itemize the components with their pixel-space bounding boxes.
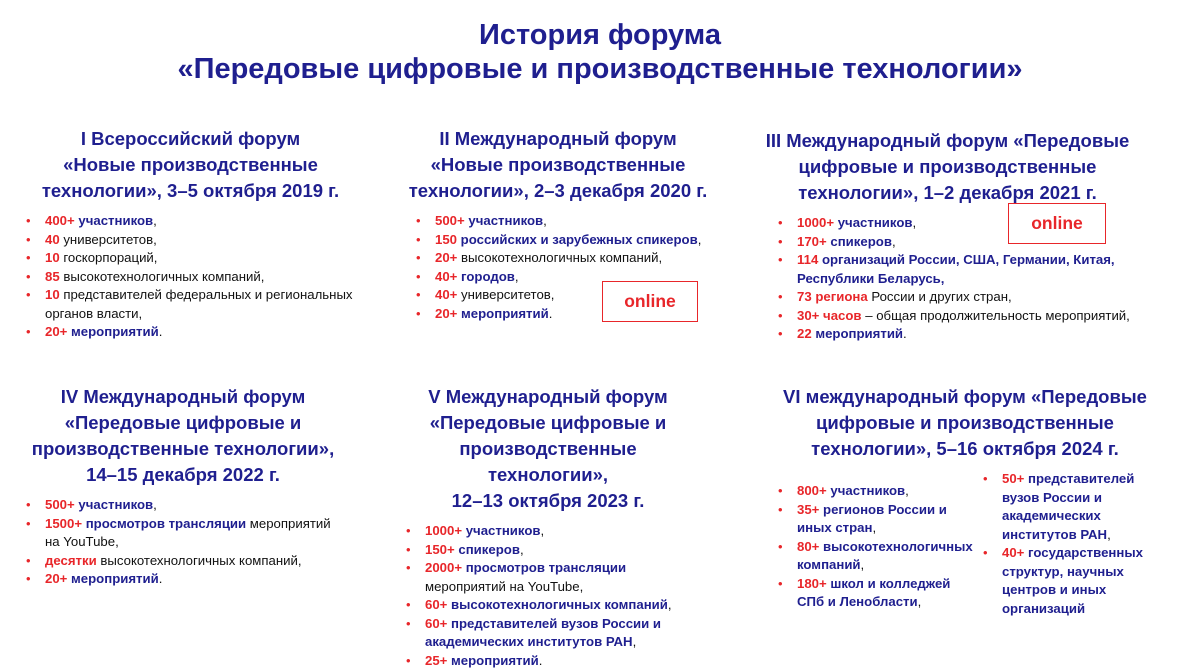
fact-text: мероприятий на YouTube, [425, 579, 583, 594]
fact-text: , [698, 232, 702, 247]
fact-item [408, 212, 708, 231]
fact-text: участников [827, 483, 905, 498]
forum-facts-list [18, 496, 338, 589]
fact-text: . [549, 306, 553, 321]
fact-text: участников [75, 213, 153, 228]
forum-heading: IV Международный форум «Передовые цифровые и производственные технологии», 14–15 декабря 2022 г. [18, 384, 348, 488]
fact-value: 500+ [45, 497, 75, 512]
fact-text: высокотехнологичных компаний, [97, 553, 302, 568]
online-badge-2020: online [602, 281, 698, 322]
fact-text: , [872, 520, 876, 535]
fact-item [408, 231, 708, 250]
forum-heading: III Международный форум «Передовые цифровые и производственные технологии», 1–2 декабря 2021 г. [760, 128, 1135, 206]
fact-item [398, 615, 688, 652]
forum-facts-list [18, 212, 363, 342]
forum-card-2023 [398, 384, 698, 670]
page-title-line-2: «Передовые цифровые и производственные технологии» [0, 52, 1200, 86]
forum-facts-list [398, 522, 688, 670]
forum-facts-list-left [770, 482, 975, 618]
fact-text: высокотехнологичных компаний, [457, 250, 662, 265]
fact-value: 20+ [45, 571, 67, 586]
fact-value: 500+ [435, 213, 465, 228]
fact-value: 20+ [435, 306, 457, 321]
fact-value: 400+ [45, 213, 75, 228]
fact-item [975, 470, 1160, 544]
fact-text: России и других стран, [868, 289, 1012, 304]
fact-text: – общая продолжительность мероприятий, [862, 308, 1130, 323]
fact-text: участников [75, 497, 153, 512]
fact-text: , [905, 483, 909, 498]
fact-value: 22 [797, 326, 812, 341]
fact-text: представителей федеральных и региональных органов власти, [45, 287, 353, 321]
fact-value: 2000+ [425, 560, 462, 575]
fact-item [770, 501, 975, 538]
fact-item [18, 570, 338, 589]
fact-text: высокотехнологичных компаний [797, 539, 973, 573]
fact-item [18, 552, 338, 571]
fact-text: . [159, 571, 163, 586]
fact-text: спикеров [455, 542, 520, 557]
fact-text: , [515, 269, 519, 284]
forum-heading: I Всероссийский форум «Новые производственные технологии», 3–5 октября 2019 г. [18, 126, 363, 204]
fact-item [18, 323, 363, 342]
fact-item [18, 249, 363, 268]
fact-value: 1000+ [797, 215, 834, 230]
fact-text: . [903, 326, 907, 341]
fact-item [770, 482, 975, 501]
fact-text: . [159, 324, 163, 339]
fact-value: 170+ [797, 234, 827, 249]
fact-text: , [861, 557, 865, 572]
fact-text: высокотехнологичных компаний [447, 597, 668, 612]
page-title-line-1: История форума [0, 18, 1200, 52]
fact-text: , [918, 594, 922, 609]
fact-text: , [1107, 527, 1111, 542]
fact-value: 40+ [1002, 545, 1024, 560]
fact-item [770, 307, 1135, 326]
fact-value: 40+ [435, 269, 457, 284]
forum-card-2024 [770, 384, 1160, 618]
fact-value: 80+ [797, 539, 819, 554]
fact-text: участников [465, 213, 543, 228]
fact-value: 30+ часов [797, 308, 862, 323]
fact-text: , [633, 634, 637, 649]
fact-value: 25+ [425, 653, 447, 668]
fact-item [408, 249, 708, 268]
fact-item [398, 652, 688, 670]
fact-text: мероприятий [67, 324, 158, 339]
fact-value: 73 региона [797, 289, 868, 304]
fact-item [18, 496, 338, 515]
fact-value: 40+ [435, 287, 457, 302]
fact-text: российских и зарубежных спикеров [457, 232, 698, 247]
fact-text: спикеров [827, 234, 892, 249]
fact-text: мероприятий [457, 306, 548, 321]
fact-text: просмотров трансляции [82, 516, 246, 531]
fact-item [398, 559, 688, 596]
fact-value: 20+ [435, 250, 457, 265]
fact-value: 20+ [45, 324, 67, 339]
fact-value: 60+ [425, 597, 447, 612]
fact-text: , [541, 523, 545, 538]
fact-text: , [913, 215, 917, 230]
fact-item [18, 286, 363, 323]
online-badge-2021: online [1008, 203, 1106, 244]
fact-item [770, 538, 975, 575]
fact-text: , [543, 213, 547, 228]
fact-text: , [892, 234, 896, 249]
fact-text: представителей вузов России и академических институтов РАН [425, 616, 661, 650]
fact-text: , [153, 213, 157, 228]
fact-text: просмотров трансляции [462, 560, 626, 575]
forum-heading: II Международный форум «Новые производственные технологии», 2–3 декабря 2020 г. [398, 126, 718, 204]
fact-item [770, 575, 975, 612]
fact-value: 1500+ [45, 516, 82, 531]
fact-text: мероприятий [447, 653, 538, 668]
fact-value: 50+ [1002, 471, 1024, 486]
fact-value: 150+ [425, 542, 455, 557]
fact-value: 1000+ [425, 523, 462, 538]
page-title [0, 18, 1200, 86]
fact-item [770, 325, 1135, 344]
fact-item [975, 544, 1160, 618]
fact-value: 10 [45, 250, 60, 265]
fact-value: 10 [45, 287, 60, 302]
fact-text: школ и колледжей СПб и Ленобласти [797, 576, 950, 610]
forum-facts-list-right [975, 470, 1160, 618]
fact-text: государственных структур, научных центров и иных организаций [1002, 545, 1143, 616]
fact-item [18, 212, 363, 231]
fact-value: 114 [797, 252, 818, 267]
fact-item [398, 522, 688, 541]
fact-item [18, 231, 363, 250]
fact-text: участников [462, 523, 540, 538]
fact-item [398, 596, 688, 615]
fact-value: 35+ [797, 502, 819, 517]
fact-text: регионов России и иных стран [797, 502, 947, 536]
fact-item [18, 268, 363, 287]
fact-value: 800+ [797, 483, 827, 498]
forum-heading: VI международный форум «Передовые цифровые и производственные технологии», 5–16 октября 2024 г. [770, 384, 1160, 462]
fact-item [770, 288, 1135, 307]
fact-text: университетов, [457, 287, 554, 302]
forum-card-2019 [18, 126, 363, 342]
fact-text: представителей вузов России и академических институтов РАН [1002, 471, 1134, 542]
fact-value: 85 [45, 269, 60, 284]
fact-item [398, 541, 688, 560]
fact-text: университетов, [60, 232, 157, 247]
forum-heading: V Международный форум «Передовые цифровые и производственные технологии», 12–13 октября 2023 г. [398, 384, 698, 514]
fact-item [18, 515, 338, 552]
fact-text: мероприятий на YouTube, [45, 516, 331, 550]
fact-text: участников [834, 215, 912, 230]
forum-card-2022 [18, 384, 348, 589]
fact-text: организаций России, США, Германии, Китая, Республики Беларусь, [797, 252, 1115, 286]
fact-text: высокотехнологичных компаний, [60, 269, 265, 284]
fact-value: 60+ [425, 616, 447, 631]
fact-text: . [539, 653, 543, 668]
fact-text: , [153, 497, 157, 512]
fact-item [770, 251, 1135, 288]
fact-text: госкорпораций, [60, 250, 158, 265]
fact-value: 180+ [797, 576, 827, 591]
fact-text: городов [457, 269, 515, 284]
fact-value: 150 [435, 232, 457, 247]
fact-value: 40 [45, 232, 60, 247]
fact-text: , [668, 597, 672, 612]
fact-text: мероприятий [67, 571, 158, 586]
fact-text: , [520, 542, 524, 557]
fact-value: десятки [45, 553, 97, 568]
fact-text: мероприятий [812, 326, 903, 341]
